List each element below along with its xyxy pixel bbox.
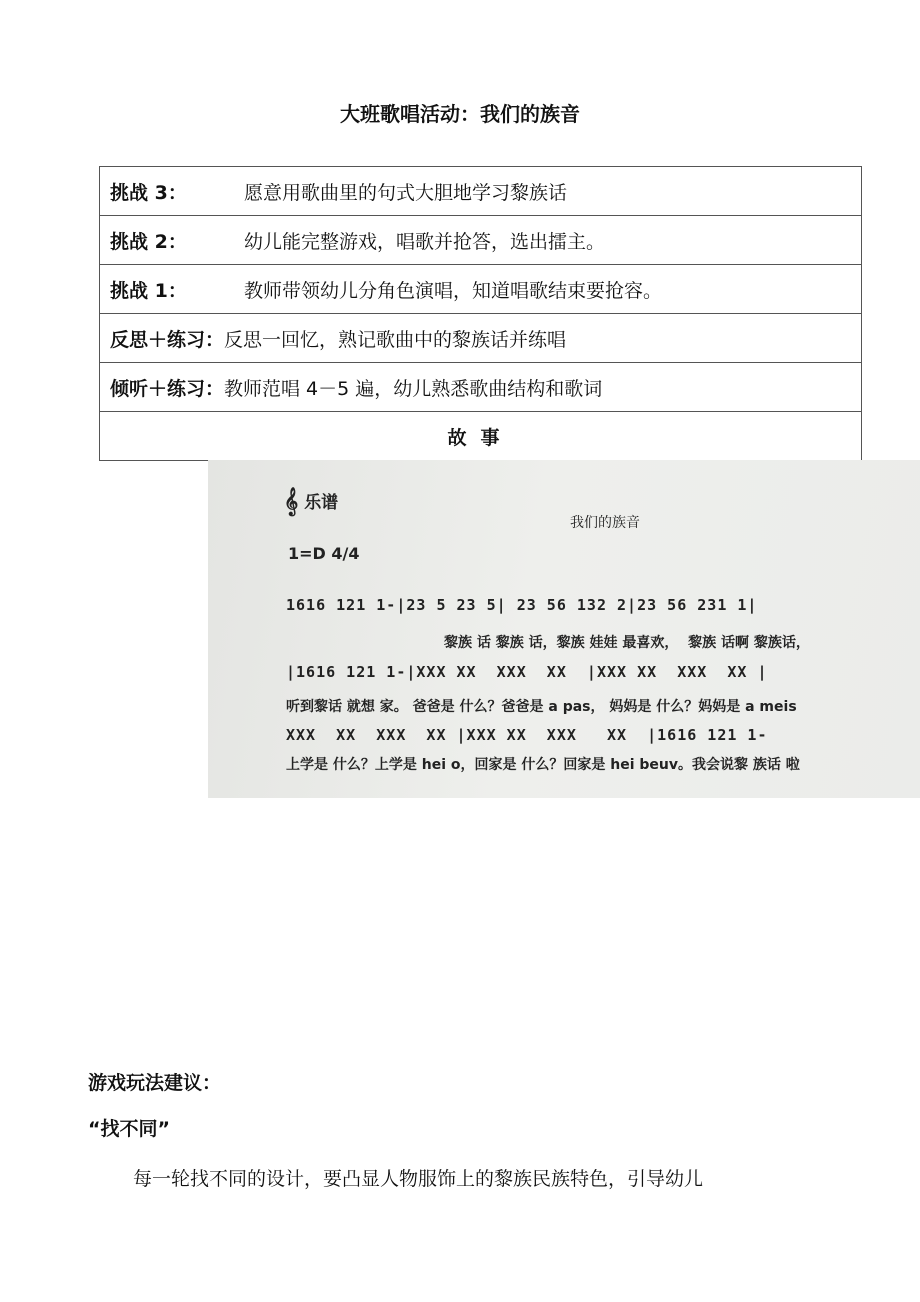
table-row — [100, 216, 862, 265]
key-signature: 1=D 4/4 — [288, 544, 360, 563]
paragraph: 每一轮找不同的设计，要凸显人物服饰上的黎族民族特色，引导幼儿 — [133, 1168, 704, 1190]
row-text: 反思一回忆，熟记歌曲中的黎族话并练唱 — [224, 328, 567, 351]
row-text: 幼儿能完整游戏，唱歌并抢答，选出擂主。 — [244, 230, 606, 253]
table-row — [100, 314, 862, 363]
score-lyrics-line: 上学是 什么？上学是 hei o，回家是 什么？回家是 hei beuv。我会说黎 族话 啦 — [286, 757, 800, 773]
row-label: 挑战 1： — [110, 279, 187, 302]
row-label: 挑战 2： — [110, 230, 187, 253]
table-footer-row — [100, 412, 862, 461]
score-lyrics-line: 黎族 话 黎族 话，黎族 娃娃 最喜欢， 黎族 话啊 黎族话， — [444, 635, 810, 651]
row-text: 教师带领幼儿分角色演唱，知道唱歌结束要抢容。 — [244, 279, 663, 302]
row-text: 教师范唱 4－5 遍，幼儿熟悉歌曲结构和歌词 — [224, 377, 603, 400]
score-notes-line: |1616 121 1-|XXX XX XXX XX |XXX XX XXX XX | — [286, 663, 768, 681]
score-lyrics-line: 听到黎话 就想 家。 爸爸是 什么？爸爸是 a pas， 妈妈是 什么？妈妈是 a meis — [286, 699, 797, 715]
table-row — [100, 265, 862, 314]
row-text: 愿意用歌曲里的句式大胆地学习黎族话 — [244, 181, 568, 204]
story-cell: 故事 — [100, 412, 862, 461]
song-title: 我们的族音 — [570, 515, 640, 531]
score-notes-line: XXX XX XXX XX |XXX XX XXX XX |1616 121 1- — [286, 726, 768, 744]
score-notes-line: 1616 121 1-|23 5 23 5| 23 56 132 2|23 56 231 1| — [286, 596, 758, 614]
sheet-music-photo — [208, 460, 920, 798]
section-heading: 游戏玩法建议： — [88, 1072, 222, 1094]
activity-plan-table — [99, 166, 862, 461]
game-title: “找不同” — [88, 1118, 170, 1140]
score-header — [284, 486, 338, 515]
table-row — [100, 363, 862, 412]
row-label: 倾听＋练习： — [110, 377, 225, 400]
treble-clef-icon: 𝄞 — [284, 486, 299, 515]
row-label: 反思＋练习： — [110, 328, 225, 351]
row-label: 挑战 3： — [110, 181, 187, 204]
score-header-label: 乐谱 — [304, 493, 339, 513]
page-title: 大班歌唱活动：我们的族音 — [340, 102, 580, 126]
table-row — [100, 167, 862, 216]
